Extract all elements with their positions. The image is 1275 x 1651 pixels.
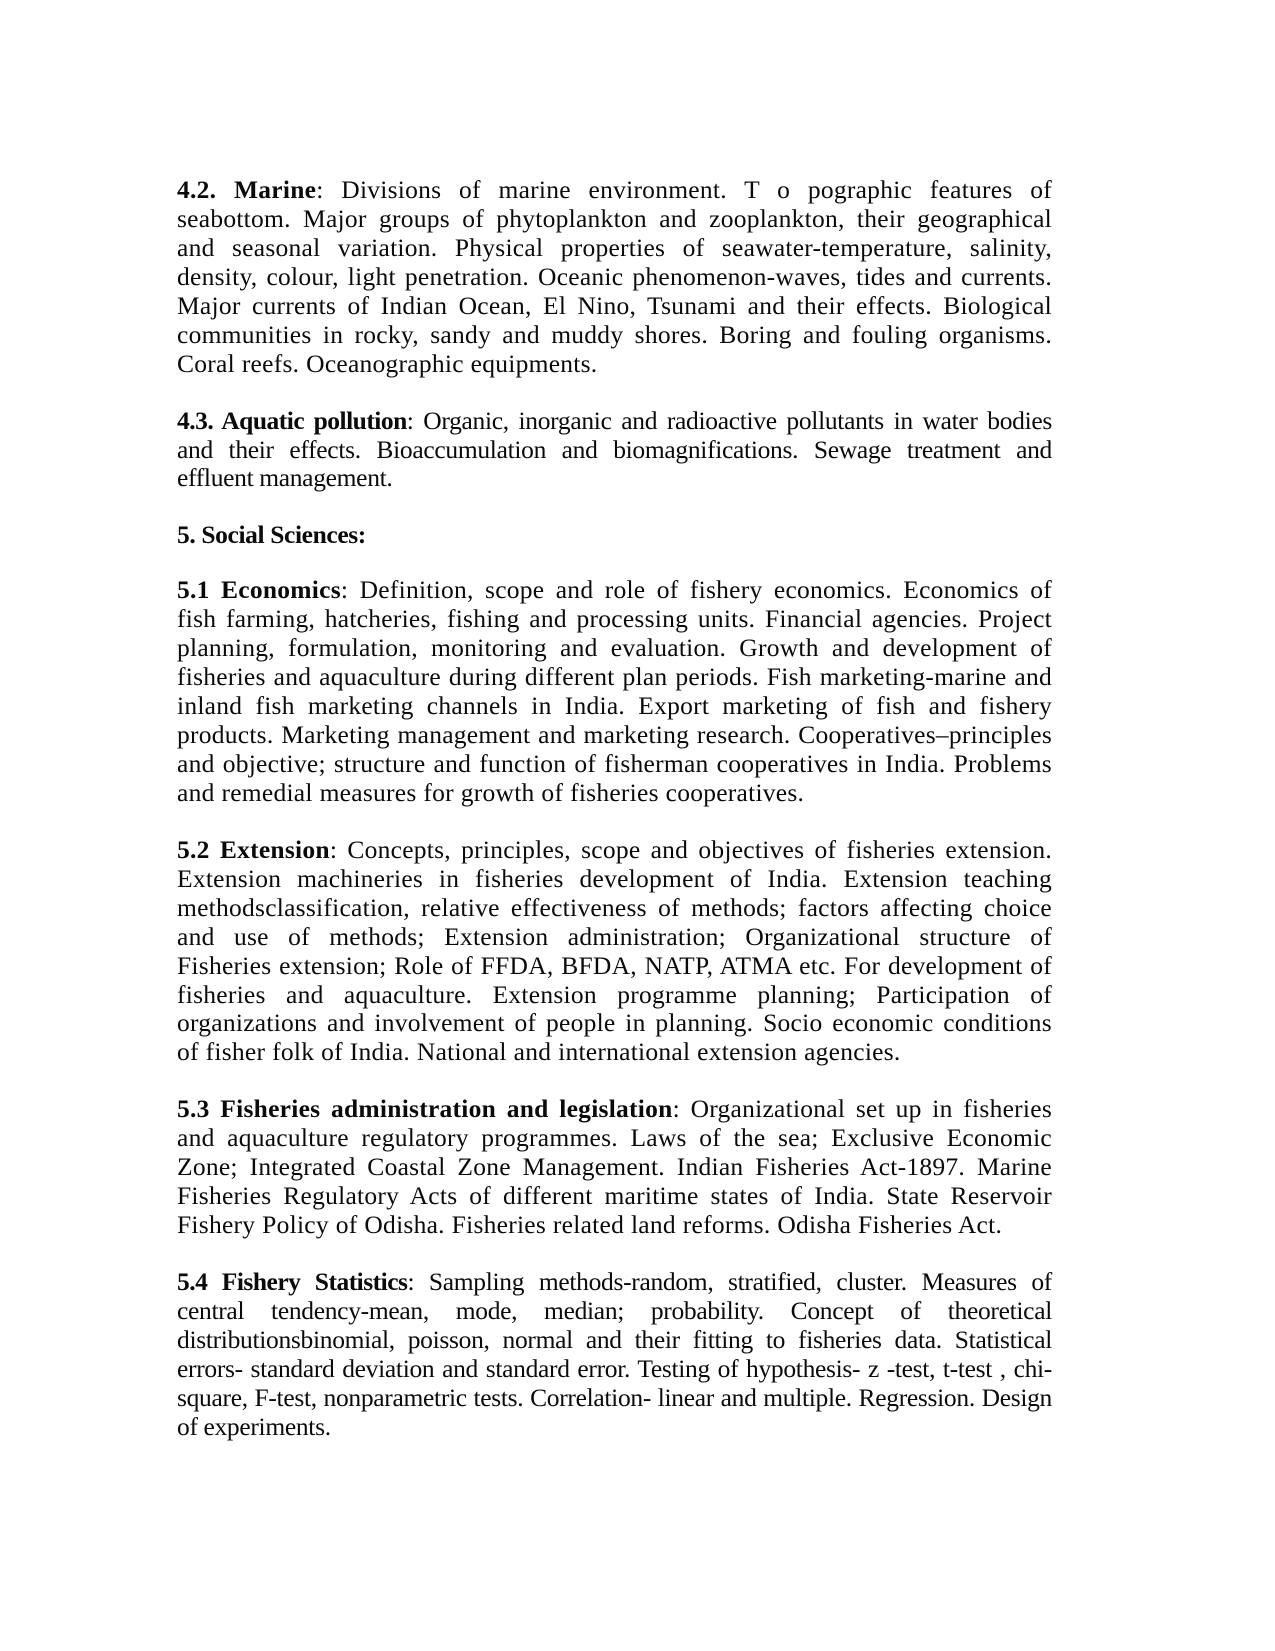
section-4-2-paragraph xyxy=(177,176,1052,379)
section-5-2-text: : Concepts, principles, scope and objectives of fisheries extension. Extension machineries in fisheries development of India. Extension teaching methodsclassification, relative effectiveness of methods; factors affecting choice and use of methods; Extension administration; Organizational structure of Fisheries extension; Role of FFDA, BFDA, NATP, ATMA etc. For development of fisheries and aquaculture. Extension programme planning; Participation of organizations and involvement of people in planning. Socio economic conditions of fisher folk of India. National and international extension agencies. xyxy=(177,834,1052,1067)
section-5-4-text: : Sampling methods-random, stratified, cluster. Measures of central tendency-mean, mode, median; probability. Concept of theoretical distributionsbinomial, poisson, normal and their fitting to fisheries data. Statistical errors- standard deviation and standard error. Testing of hypothesis- z -test, t-test , chi-square, F-test, nonparametric tests. Correlation- linear and multiple. Regression. Design of experiments. xyxy=(177,1267,1052,1441)
section-5-4-paragraph xyxy=(177,1268,1052,1442)
section-5-heading: 5. Social Sciences: xyxy=(177,520,366,550)
section-5-1-paragraph xyxy=(177,576,1052,808)
section-4-2-text: : Divisions of marine environment. T o pographic features of seabottom. Major groups of phytoplankton and zooplankton, their geographical and seasonal variation. Physical properties of seawater-temperature, salinity, density, colour, light penetration. Oceanic phenomenon-waves, tides and currents. Major currents of Indian Ocean, El Nino, Tsunami and their effects. Biological communities in rocky, sandy and muddy shores. Boring and fouling organisms. Coral reefs. Oceanographic equipments. xyxy=(177,175,1052,378)
section-4-3-lead: 4.3. Aquatic pollution xyxy=(177,405,407,435)
document-body xyxy=(177,176,1052,1442)
section-5-3-lead: 5.3 Fisheries administration and legislation xyxy=(177,1094,673,1124)
section-5-1-lead: 5.1 Economics xyxy=(177,575,341,605)
section-5-4-lead: 5.4 Fishery Statistics xyxy=(177,1267,408,1296)
section-4-3-paragraph xyxy=(177,407,1052,494)
section-5-2-paragraph xyxy=(177,836,1052,1068)
section-5-3-paragraph xyxy=(177,1095,1052,1240)
section-5-2-lead: 5.2 Extension xyxy=(177,834,330,864)
section-5-3-text: : Organizational set up in fisheries and aquaculture regulatory programmes. Laws of the sea; Exclusive Economic Zone; Integrated Coastal Zone Management. Indian Fisheries Act-1897. Marine Fisheries Regulatory Acts of different maritime states of India. State Reservoir Fishery Policy of Odisha. Fisheries related land reforms. Odisha Fisheries Act. xyxy=(177,1094,1052,1240)
section-5-1-text: : Definition, scope and role of fishery economics. Economics of fish farming, hatcheries, fishing and processing units. Financial agencies. Project planning, formulation, monitoring and evaluation. Growth and development of fisheries and aquaculture during different plan periods. Fish marketing-marine and inland fish marketing channels in India. Export marketing of fish and fishery products. Marketing management and marketing research. Cooperatives–principles and objective; structure and function of fisherman cooperatives in India. Problems and remedial measures for growth of fisheries cooperatives. xyxy=(177,575,1052,807)
section-4-3-text: : Organic, inorganic and radioactive pollutants in water bodies and their effects. Bioaccumulation and biomagnifications. Sewage treatment and effluent management. xyxy=(177,405,1052,493)
section-4-2-lead: 4.2. Marine xyxy=(177,175,317,204)
